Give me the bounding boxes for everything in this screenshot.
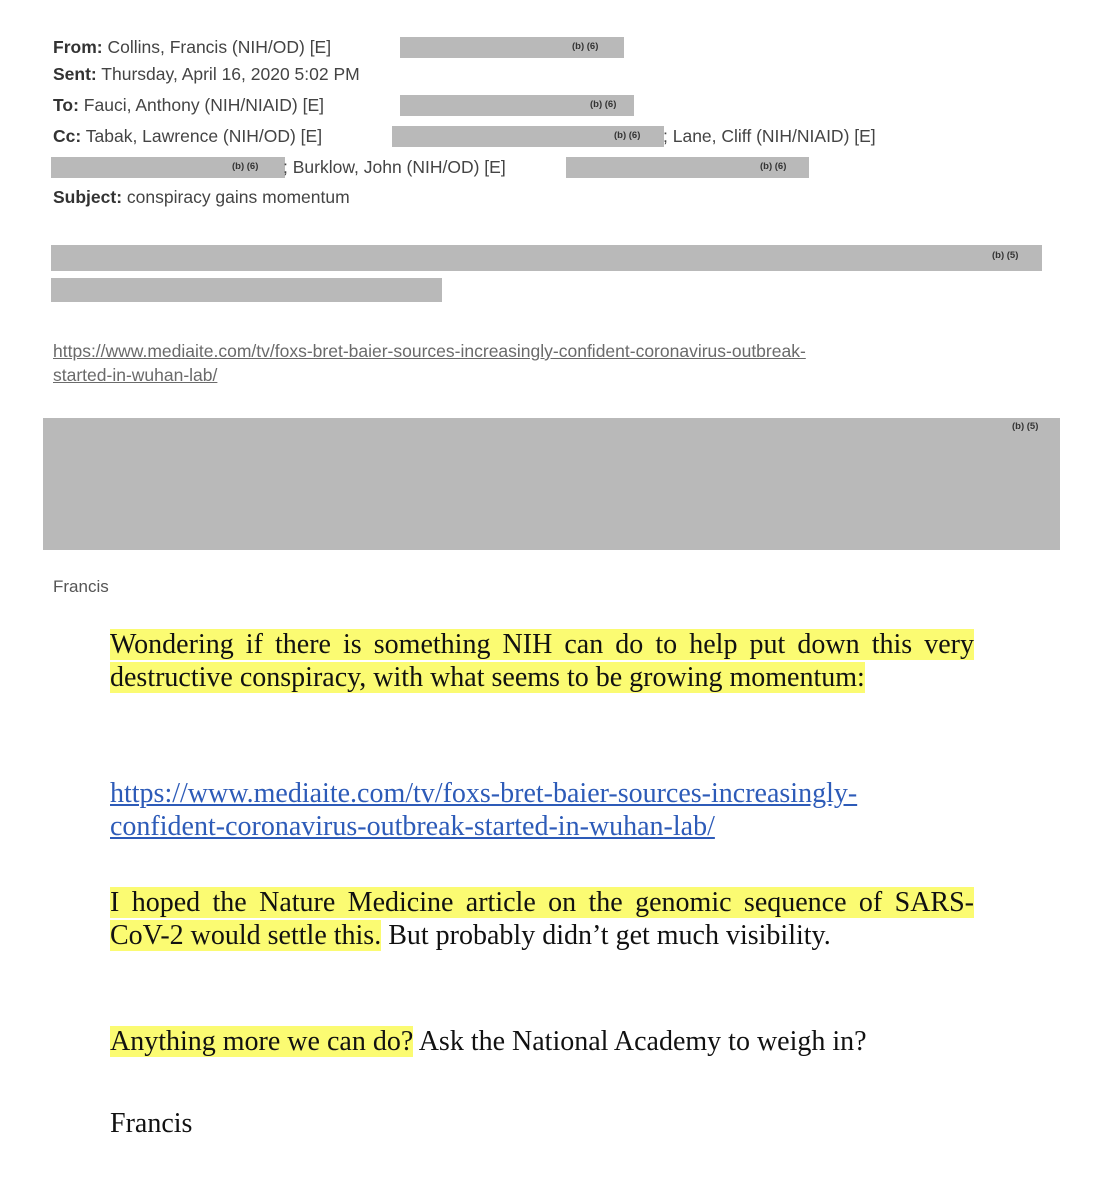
redaction-box (51, 278, 442, 302)
highlighted-text: Anything more we can do? (110, 1026, 414, 1057)
redaction-code: (b) (6) (614, 130, 641, 141)
transcript-para-4 (110, 1025, 974, 1058)
transcript-para-3 (110, 886, 974, 952)
cc-value: ; Burklow, John (NIH/OD) [E] (283, 157, 506, 177)
to-value: Fauci, Anthony (NIH/NIAID) [E] (83, 95, 325, 115)
body-text: But probably didn’t get much visibility. (381, 920, 831, 951)
cc-line-continued (663, 124, 876, 148)
subject-label: Subject: (53, 187, 123, 207)
article-link-line-2[interactable]: confident-coronavirus-outbreak-started-in-wuhan-lab/ (110, 811, 715, 842)
scanned-link-line-1[interactable]: https://www.mediaite.com/tv/foxs-bret-baier-sources-increasingly-confident-coronavirus-outbreak- (53, 341, 806, 361)
scanned-link-line-2[interactable]: started-in-wuhan-lab/ (53, 365, 218, 385)
cc-value: ; Lane, Cliff (NIH/NIAID) [E] (663, 126, 876, 146)
redaction-code: (b) (6) (572, 41, 599, 52)
from-line (53, 35, 331, 59)
to-line (53, 93, 324, 117)
sent-label: Sent: (53, 64, 97, 84)
cc-value: Tabak, Lawrence (NIH/OD) [E] (85, 126, 323, 146)
from-label: From: (53, 37, 103, 57)
redaction-box (51, 245, 1042, 271)
cc-line (53, 124, 322, 148)
sent-line (53, 62, 360, 86)
cc-label: Cc: (53, 126, 82, 146)
redaction-code: (b) (6) (760, 161, 787, 172)
redaction-code: (b) (6) (590, 99, 617, 110)
subject-line (53, 185, 350, 209)
transcript-signature (110, 1107, 974, 1140)
article-link-line-1[interactable]: https://www.mediaite.com/tv/foxs-bret-baier-sources-increasingly- (110, 778, 858, 809)
transcript-para-1 (110, 628, 974, 694)
scanned-signature: Francis (53, 577, 109, 596)
redaction-code: (b) (6) (232, 161, 259, 172)
from-value: Collins, Francis (NIH/OD) [E] (107, 37, 332, 57)
transcript-link (110, 777, 974, 843)
signature-text: Francis (110, 1108, 193, 1139)
redaction-box (43, 418, 1060, 550)
subject-value: conspiracy gains momentum (126, 187, 350, 207)
sent-value: Thursday, April 16, 2020 5:02 PM (101, 64, 360, 84)
cc-line-second (283, 155, 506, 179)
highlighted-text: I hoped the Nature Medicine article on the genomic sequence of SARS-CoV-2 would settle this. (110, 887, 974, 951)
body-text: Ask the National Academy to weigh in? (413, 1026, 867, 1057)
to-label: To: (53, 95, 79, 115)
redaction-code: (b) (5) (992, 250, 1019, 261)
highlighted-text: Wondering if there is something NIH can do to help put down this very destructive conspiracy, with what seems to be growing momentum: (110, 629, 974, 693)
redaction-code: (b) (5) (1012, 421, 1039, 432)
